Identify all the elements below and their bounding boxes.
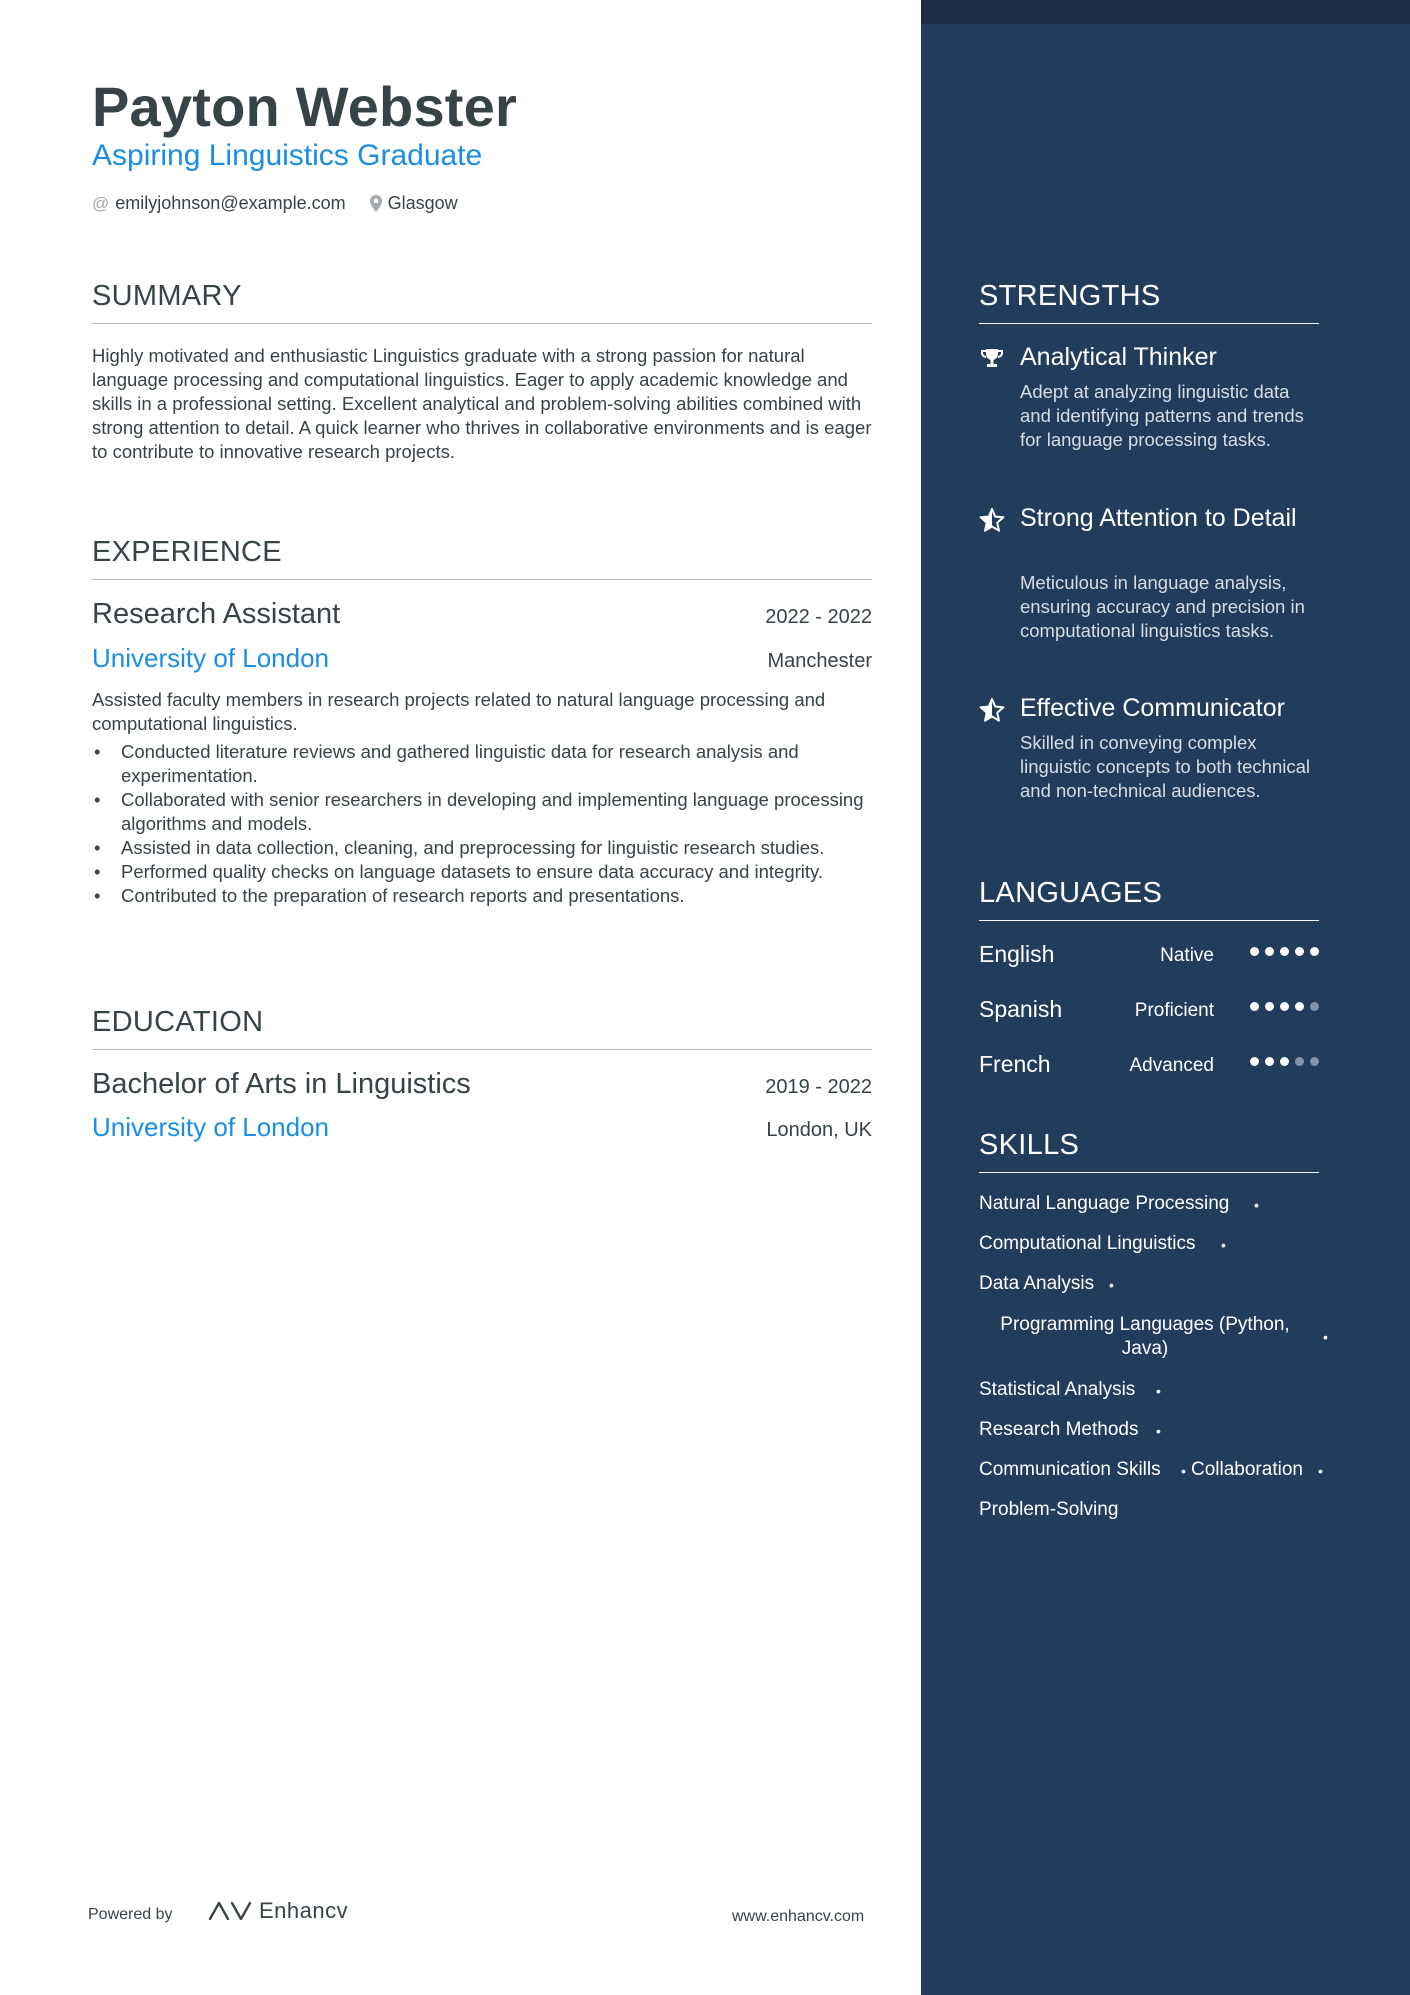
- experience-dates: 2022 - 2022: [765, 606, 872, 628]
- rating-dot-empty: [1295, 1057, 1304, 1066]
- skill-separator: •: [1254, 1197, 1259, 1213]
- skill-item: Programming Languages (Python, Java): [1000, 1314, 1290, 1359]
- experience-bullets: [92, 740, 874, 908]
- list-item: • Contributed to the preparation of research reports and presentations.: [92, 884, 874, 908]
- trophy-icon: [979, 346, 1005, 372]
- at-icon: @: [92, 193, 110, 213]
- skill-separator: •: [1109, 1277, 1114, 1293]
- skill-item: Natural Language Processing: [979, 1193, 1230, 1214]
- summary-heading: SUMMARY: [92, 280, 872, 324]
- rating-dot-filled: [1295, 1002, 1304, 1011]
- enhancv-brand: Enhancv: [259, 1898, 349, 1923]
- rating-dot-filled: [1295, 947, 1304, 956]
- enhancv-logo[interactable]: [207, 1898, 348, 1924]
- sidebar-top-bar: [921, 0, 1410, 24]
- education-org-row: [92, 1112, 872, 1143]
- list-item: • Collaborated with senior researchers in developing and implementing language processing algorithms and models.: [92, 788, 874, 836]
- language-name: Spanish: [979, 996, 1063, 1022]
- education-degree: Bachelor of Arts in Linguistics: [92, 1068, 471, 1100]
- strength-name: Effective Communicator: [1020, 694, 1285, 722]
- language-name: French: [979, 1051, 1051, 1077]
- language-rating: [1244, 1002, 1319, 1011]
- experience-location: Manchester: [767, 650, 872, 672]
- education-org: University of London: [92, 1112, 330, 1142]
- language-level: Native: [1160, 945, 1214, 966]
- candidate-title: Aspiring Linguistics Graduate: [92, 139, 483, 172]
- strength-name: Strong Attention to Detail: [1020, 504, 1297, 532]
- strength-desc: Meticulous in language analysis, ensuring accuracy and precision in computational linguistics tasks.: [1020, 572, 1305, 641]
- rating-dot-empty: [1310, 1002, 1319, 1011]
- rating-dot-filled: [1250, 947, 1259, 956]
- candidate-name: Payton Webster: [92, 75, 517, 138]
- skill-item: Statistical Analysis: [979, 1379, 1136, 1400]
- language-name: English: [979, 941, 1055, 967]
- list-item: • Assisted in data collection, cleaning, and preprocessing for linguistic research studies.: [92, 836, 874, 860]
- languages-heading: LANGUAGES: [979, 877, 1319, 921]
- education-degree-row: [92, 1068, 872, 1101]
- skill-item: Communication Skills: [979, 1459, 1161, 1480]
- education-dates: 2019 - 2022: [765, 1076, 872, 1098]
- strength-desc: Skilled in conveying complex linguistic concepts to both technical and non-technical audiences.: [1020, 732, 1311, 801]
- skill-separator: •: [1221, 1237, 1226, 1253]
- contact-row: [92, 193, 482, 214]
- experience-description: Assisted faculty members in research projects related to natural language processing and computational linguistics.: [92, 689, 826, 734]
- experience-heading: EXPERIENCE: [92, 536, 872, 580]
- email-text: emilyjohnson@example.com: [115, 193, 346, 213]
- language-rating: [1244, 1057, 1319, 1066]
- summary-text: Highly motivated and enthusiastic Linguistics graduate with a strong passion for natural language processing and computational linguistics. Eager to apply academic knowledge and skills in a professional setting. Excellent analytical and problem-solving abilities combined with strong attention to detail. A quick learner who thrives in collaborative environments and is eager to contribute to innovative research projects.: [92, 345, 872, 462]
- rating-dot-filled: [1310, 947, 1319, 956]
- location-pin-icon: [370, 195, 382, 212]
- skill-item: Research Methods: [979, 1419, 1139, 1440]
- rating-dot-filled: [1265, 1057, 1274, 1066]
- skill-separator: •: [1181, 1463, 1186, 1479]
- location-text: Glasgow: [387, 193, 458, 213]
- experience-role-row: [92, 598, 872, 631]
- skill-separator: •: [1323, 1329, 1328, 1345]
- rating-dot-filled: [1280, 1002, 1289, 1011]
- experience-role: Research Assistant: [92, 598, 341, 630]
- strength-desc: Adept at analyzing linguistic data and identifying patterns and trends for language processing tasks.: [1020, 381, 1304, 450]
- contact-email[interactable]: [92, 193, 346, 214]
- contact-location: [370, 193, 458, 214]
- experience-org-row: [92, 643, 872, 674]
- skill-item: Problem-Solving: [979, 1499, 1119, 1520]
- rating-dot-filled: [1280, 947, 1289, 956]
- rating-dot-empty: [1310, 1057, 1319, 1066]
- strength-name: Analytical Thinker: [1020, 343, 1217, 371]
- education-location: London, UK: [766, 1119, 872, 1141]
- language-row: [979, 1051, 1319, 1081]
- strengths-heading: STRENGTHS: [979, 280, 1319, 324]
- enhancv-logo-icon: [207, 1899, 253, 1923]
- language-level: Proficient: [1134, 1000, 1214, 1021]
- rating-dot-filled: [1265, 1002, 1274, 1011]
- rating-dot-filled: [1265, 947, 1274, 956]
- skill-item: Data Analysis: [979, 1273, 1095, 1294]
- skill-separator: •: [1156, 1423, 1161, 1439]
- list-item: • Conducted literature reviews and gathered linguistic data for research analysis and experimentation.: [92, 740, 874, 788]
- rating-dot-filled: [1280, 1057, 1289, 1066]
- star-icon: [979, 507, 1005, 533]
- star-icon: [979, 697, 1005, 723]
- skill-separator: •: [1156, 1383, 1161, 1399]
- enhancv-url[interactable]: www.enhancv.com: [732, 1908, 865, 1925]
- rating-dot-filled: [1250, 1002, 1259, 1011]
- powered-by-text: Powered by: [88, 1906, 173, 1923]
- skill-item: Collaboration: [1191, 1459, 1303, 1480]
- list-item: • Performed quality checks on language datasets to ensure data accuracy and integrity.: [92, 860, 874, 884]
- skills-heading: SKILLS: [979, 1129, 1319, 1173]
- language-row: [979, 996, 1319, 1026]
- experience-org: University of London: [92, 643, 330, 673]
- education-heading: EDUCATION: [92, 1006, 872, 1050]
- language-level: Advanced: [1129, 1055, 1214, 1076]
- language-rating: [1244, 947, 1319, 956]
- skill-item: Computational Linguistics: [979, 1233, 1196, 1254]
- language-row: [979, 941, 1319, 971]
- skill-separator: •: [1318, 1463, 1323, 1479]
- rating-dot-filled: [1250, 1057, 1259, 1066]
